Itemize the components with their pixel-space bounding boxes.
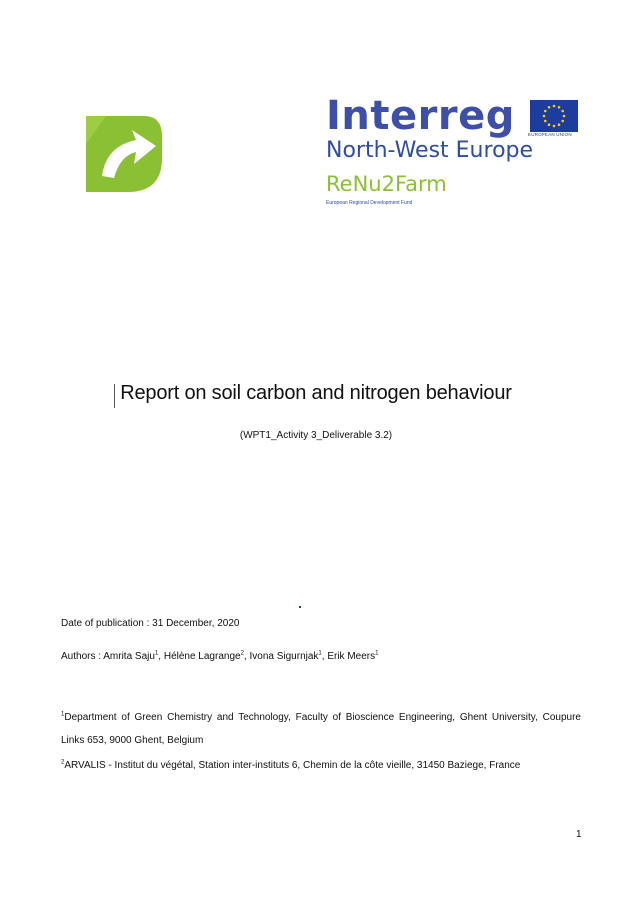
authors-prefix: Authors : bbox=[61, 651, 104, 662]
interreg-logo bbox=[320, 93, 582, 208]
document-title: Report on soil carbon and nitrogen behaviour bbox=[120, 382, 512, 404]
page-number: 1 bbox=[576, 829, 582, 840]
project-name: ReNu2Farm bbox=[326, 172, 447, 196]
affiliation-mark: 2 bbox=[61, 759, 65, 766]
author-affiliation-mark: 1 bbox=[154, 650, 159, 657]
author-name: Amrita Saju bbox=[103, 651, 155, 662]
affiliation-text: ARVALIS - Institut du végétal, Station inter-instituts 6, Chemin de la côte vieille, 31450 Baziege, France bbox=[64, 760, 521, 771]
author-affiliation-mark: 1 bbox=[318, 650, 322, 657]
renu2farm-arrow-leaf-icon bbox=[84, 114, 164, 194]
affiliation-mark: 1 bbox=[61, 711, 65, 718]
blue-dot-mark bbox=[299, 606, 301, 608]
authors-line: Authors : Amrita Saju$^1$, Hélène Lagrange$^2$, Ivona Sigurnjak$^1$, Erik Meers$^1$ bbox=[61, 650, 379, 662]
document-subtitle: (WPT1_Activity 3_Deliverable 3.2) bbox=[239, 430, 393, 441]
author-affiliation-mark: 2 bbox=[240, 650, 244, 657]
eu-label: EUROPEAN UNION bbox=[528, 132, 572, 137]
program-name: North-West Europe bbox=[326, 138, 534, 163]
eu-flag-icon bbox=[530, 100, 578, 132]
author-name: Erik Meers bbox=[327, 651, 376, 662]
affiliation-2 bbox=[61, 754, 581, 777]
author-name: Hélène Lagrange bbox=[163, 651, 241, 662]
affiliation-text: Department of Green Chemistry and Technology, Faculty of Bioscience Engineering, Ghent University, Coupure Links 653, 9000 Ghent, Belgium bbox=[61, 712, 581, 746]
author-name: Ivona Sigurnjak bbox=[249, 651, 319, 662]
interreg-wordmark: Interreg bbox=[326, 93, 515, 139]
author-affiliation-mark: 1 bbox=[375, 650, 379, 657]
fund-name: European Regional Development Fund bbox=[326, 200, 413, 206]
affiliation-1 bbox=[61, 706, 581, 752]
publication-date: Date of publication : 31 December, 2020 bbox=[61, 618, 240, 629]
